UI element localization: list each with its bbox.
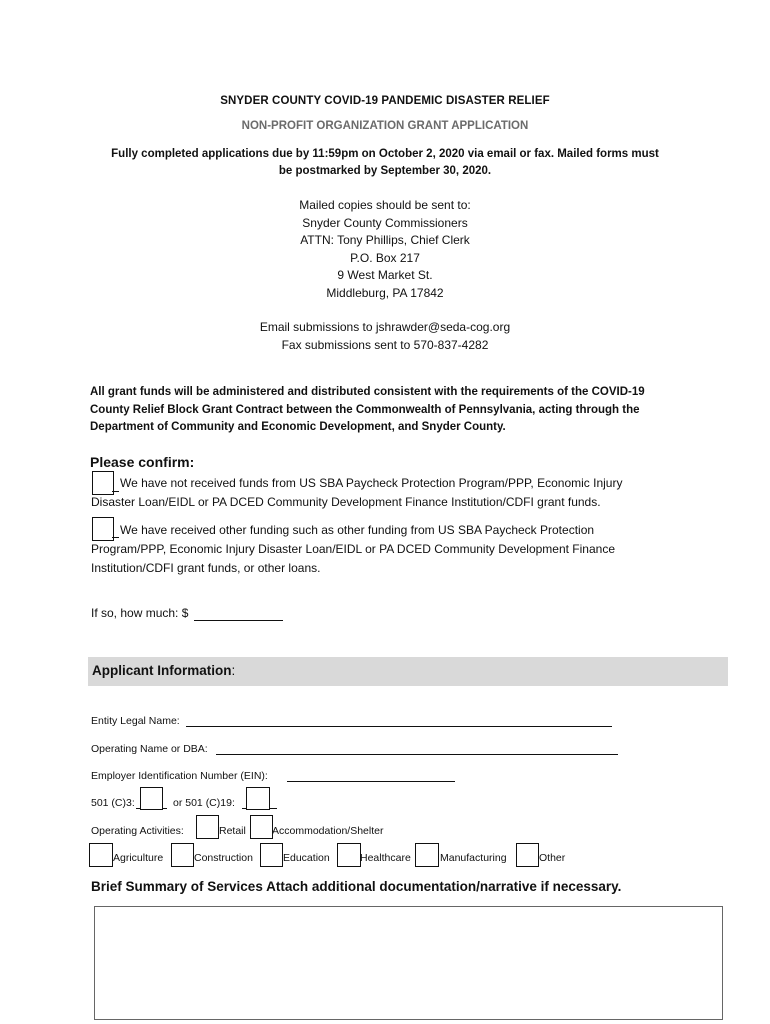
manufacturing-label: Manufacturing (440, 852, 507, 864)
mailing-address (0, 197, 770, 302)
construction-checkbox[interactable] (171, 843, 194, 867)
ein-input[interactable] (287, 781, 455, 782)
c19-checkbox[interactable] (246, 787, 270, 810)
entity-label: Entity Legal Name: (91, 715, 180, 727)
how-much-label: If so, how much: $ (91, 606, 189, 620)
other-funds-line-2: Program/PPP, Economic Injury Disaster Loan/EIDL or PA DCED Community Development Finance (91, 542, 615, 556)
due-line-1: Fully completed applications due by 11:59pm on October 2, 2020 via email or fax. Mailed forms must (111, 148, 659, 160)
option-other-funds (91, 521, 691, 578)
dba-input[interactable] (216, 754, 618, 755)
retail-label: Retail (219, 825, 246, 837)
construction-label: Construction (194, 852, 253, 864)
c3-checkbox[interactable] (140, 787, 163, 810)
submission-info (0, 319, 770, 354)
due-line-2: be postmarked by September 30, 2020. (278, 165, 492, 177)
grant-notice (90, 384, 690, 437)
applicant-heading-colon: : (231, 663, 236, 678)
education-label: Education (283, 852, 330, 864)
retail-checkbox[interactable] (196, 815, 219, 839)
mailing-line: Mailed copies should be sent to: (299, 198, 471, 212)
grant-line-1: All grant funds will be administered and distributed consistent with the requirements of the COVID-19 (90, 386, 645, 398)
other-funds-line-1: We have received other funding such as other funding from US SBA Paycheck Protection (120, 523, 595, 537)
dba-label: Operating Name or DBA: (91, 743, 208, 755)
accommodation-checkbox[interactable] (250, 815, 273, 839)
mailing-line: Middleburg, PA 17842 (326, 285, 444, 300)
mailing-line: 9 West Market St. (337, 268, 433, 282)
education-checkbox[interactable] (260, 843, 283, 867)
option-no-funds (91, 474, 691, 512)
mailing-line: ATTN: Tony Phillips, Chief Clerk (300, 233, 470, 247)
form-title: SNYDER COUNTY COVID-19 PANDEMIC DISASTER RELIEF (220, 95, 550, 107)
email-submission: Email submissions to jshrawder@seda-cog.org (259, 320, 511, 334)
no-funds-line-2: Disaster Loan/EIDL or PA DCED Community Development Finance Institution/CDFI grant funds. (91, 495, 601, 509)
c19-label: or 501 (C)19: (173, 797, 235, 809)
other-checkbox[interactable] (516, 843, 539, 867)
form-subtitle: NON-PROFIT ORGANIZATION GRANT APPLICATION (241, 120, 529, 132)
fax-submission: Fax submissions sent to 570-837-4282 (281, 337, 489, 352)
ein-label: Employer Identification Number (EIN): (91, 770, 268, 782)
c3-label: 501 (C)3: (91, 797, 135, 809)
manufacturing-checkbox[interactable] (415, 843, 439, 867)
summary-heading: Brief Summary of Services Attach additional documentation/narrative if necessary. (91, 879, 622, 894)
summary-textarea[interactable] (94, 906, 723, 1020)
accommodation-label: Accommodation/Shelter (272, 825, 384, 837)
mailing-line: P.O. Box 217 (350, 250, 420, 265)
grant-line-2: County Relief Block Grant Contract between the Commonwealth of Pennsylvania, acting through the (90, 403, 640, 416)
applicant-heading (92, 663, 235, 678)
activities-label: Operating Activities: (91, 825, 184, 837)
applicant-heading-text: Applicant Information (92, 663, 232, 678)
other-funds-line-3: Institution/CDFI grant funds, or other loans. (91, 561, 321, 575)
grant-line-3: Department of Community and Economic Development, and Snyder County. (90, 421, 506, 433)
other-label: Other (539, 852, 566, 864)
agriculture-label: Agriculture (113, 852, 164, 864)
agriculture-checkbox[interactable] (89, 843, 113, 867)
healthcare-label: Healthcare (360, 852, 411, 864)
confirm-heading: Please confirm: (90, 454, 195, 470)
no-funds-line-1: We have not received funds from US SBA Paycheck Protection Program/PPP, Economic Injury (120, 476, 623, 490)
entity-name-input[interactable] (186, 726, 612, 727)
healthcare-checkbox[interactable] (337, 843, 361, 867)
how-much-input[interactable] (194, 620, 283, 621)
due-date-notice (80, 146, 690, 180)
mailing-line: Snyder County Commissioners (302, 215, 468, 230)
